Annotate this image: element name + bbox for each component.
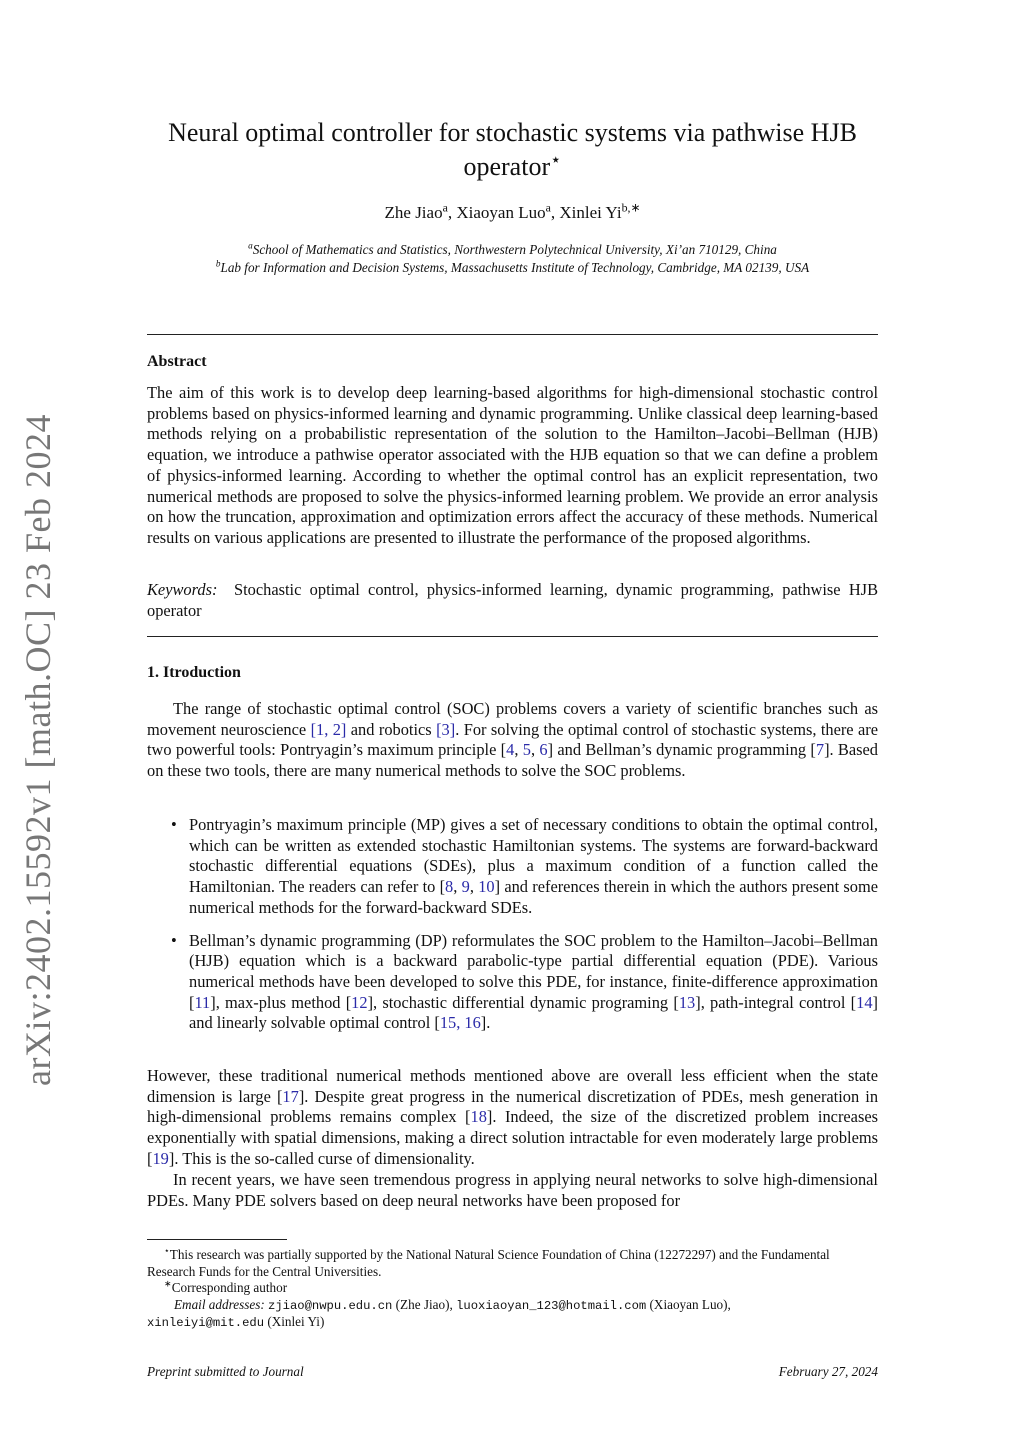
abstract-heading: Abstract: [147, 353, 207, 370]
footnote-rule: [147, 1239, 287, 1240]
author-list: Zhe Jiao$^a$, Xiaoyan Luo$^a$, Xinlei $Yi^{b,∗}$: [384, 200, 641, 222]
text-run: The range of stochastic optimal control (SOC) problems covers a variety of scientific branches such as movement neuroscience: [147, 699, 878, 739]
text-run: ]. Indeed, the size of the discretized problem increases exponentially with spatial dimensions, making a direct solution intractable for even moderately large problems [: [147, 1107, 878, 1168]
text-run: ,: [453, 877, 462, 897]
affiliation-text: School of Mathematics and Statistics, Northwestern Polytechnical University, Xi’an 710129, China: [252, 242, 777, 257]
text-run: ,: [514, 740, 523, 760]
email-owner: (Xiaoyan Luo),: [649, 1296, 731, 1312]
text-run: ]. Despite great progress in the numerical discretization of PDEs, mesh generation in high-dimensional problems remains complex [: [147, 1086, 879, 1127]
author-affil-mark: b,∗: [621, 200, 641, 215]
text-run: ]. This is the so-called curse of dimensionality.: [168, 1148, 475, 1168]
keywords-text: Stochastic optimal control, physics-informed learning, dynamic programming, pathwise HJB operator: [147, 580, 878, 620]
author-affil-mark: a: [545, 200, 551, 215]
intro-paragraph-3: In recent years, we have seen tremendous progress in applying neural networks to solve high-dimensional PDEs. Many PDE solvers based on deep neural networks have been proposed for: [147, 1170, 878, 1210]
funding-footnote: [147, 1247, 878, 1280]
author-name: Zhe Jiao: [384, 203, 443, 222]
citation-link[interactable]: 8: [445, 877, 454, 897]
email-link[interactable]: luoxiaoyan_123@hotmail.com: [456, 1298, 647, 1313]
text-run: ]. Based on these two tools, there are many numerical methods to solve the SOC problems.: [147, 740, 878, 781]
list-item: [147, 815, 878, 919]
citation-link[interactable]: 14: [856, 992, 873, 1012]
author-name: Xiaoyan Luo: [456, 203, 546, 222]
citation-link[interactable]: 19: [152, 1148, 169, 1168]
citation-link[interactable]: [1, 2]: [310, 719, 347, 739]
footnotes: [147, 1247, 878, 1332]
email-label: Email addresses:: [174, 1296, 265, 1312]
bullet-dot-icon: •: [171, 930, 177, 950]
text-run: ] and linearly solvable optimal control [: [189, 992, 878, 1033]
citation-link[interactable]: 9: [461, 877, 470, 897]
abstract-top-rule: [147, 334, 878, 335]
arxiv-identifier-text: arXiv:2402.15592v1 [math.OC] 23 Feb 2024: [18, 414, 58, 1086]
keywords: [147, 580, 878, 621]
citation-link[interactable]: 4: [506, 740, 515, 760]
citation-link[interactable]: 13: [678, 992, 696, 1012]
text-run: ] and Bellman’s dynamic programming [: [547, 740, 816, 760]
email-owner: (Zhe Jiao),: [395, 1296, 453, 1312]
abstract-bottom-rule: [147, 636, 878, 637]
text-run: ], stochastic differential dynamic programing [: [367, 992, 679, 1012]
email-link[interactable]: xinleiyi@mit.edu: [147, 1316, 265, 1330]
affiliations: [147, 241, 878, 277]
corresponding-text: Corresponding author: [171, 1280, 288, 1295]
methods-bullet-list: [147, 815, 878, 1046]
text-run: ].: [480, 1013, 491, 1033]
section-heading: 1. Itroduction: [147, 664, 241, 681]
bullet-dot-icon: •: [171, 815, 177, 834]
footer-date: February 27, 2024: [778, 1364, 878, 1379]
citation-link[interactable]: 12: [351, 992, 368, 1012]
footnote-mark: ∗: [164, 1278, 172, 1289]
intro-paragraph-2: [147, 1066, 878, 1170]
text-run: However, these traditional numerical methods mentioned above are overall less efficient when the state dimension is large [: [147, 1066, 878, 1106]
author-affil-mark: a: [442, 200, 448, 215]
affiliation-text: Lab for Information and Decision Systems, Massachusetts Institute of Technology, Cambridge, MA 02139, USA: [220, 260, 810, 275]
text-run: ], path-integral control [: [695, 992, 857, 1012]
citation-link[interactable]: 5: [522, 740, 531, 760]
text-run: ], max-plus method [: [210, 992, 352, 1012]
citation-link[interactable]: 15, 16: [439, 1013, 481, 1033]
text-run: . For solving the optimal control of stochastic systems, there are two powerful tools: Pontryagin’s maximum principle [: [147, 719, 878, 760]
citation-link[interactable]: 7: [815, 740, 825, 760]
text-run: Bellman’s dynamic programming (DP) reformulates the SOC problem to the Hamilton–Jacobi–Bellman (HJB) equation which is a backward parabolic-type partial differential equation (PDE). Various numerical methods have been developed to solve this PDE, for instance, finite-difference approximation [: [189, 930, 878, 1012]
email-footnote: [147, 1297, 878, 1332]
intro-paragraph-1: [147, 699, 878, 782]
keywords-label: Keywords:: [147, 580, 218, 599]
text-run: and robotics: [346, 719, 437, 739]
funding-text: This research was partially supported by the National Natural Science Foundation of China (12272297) and the Fundamental Research Funds for the Central Universities.: [147, 1247, 830, 1279]
citation-link[interactable]: 11: [194, 992, 211, 1012]
citation-link[interactable]: 17: [282, 1086, 299, 1106]
text-run: ] and references therein in which the authors present some numerical methods for the forward-backward SDEs.: [189, 877, 878, 917]
affiliation-line: [147, 241, 878, 259]
arxiv-identifier: [10, 414, 66, 1086]
affiliation-mark: a: [248, 240, 253, 251]
email-owner: (Xinlei Yi): [267, 1314, 325, 1329]
affiliation-line: [147, 259, 878, 277]
list-item: [147, 931, 878, 1035]
text-run: Pontryagin’s maximum principle (MP) gives a set of necessary conditions to obtain the optimal control, which can be written as extended stochastic Hamiltonian systems. The systems are forward-backward stochastic differential equations (SDEs), plus a maximum condition of a function called the Hamiltonian. The readers can refer to [: [189, 815, 878, 897]
text-run: ,: [469, 877, 479, 897]
affiliation-mark: b: [215, 258, 221, 269]
citation-link[interactable]: 18: [470, 1107, 487, 1127]
page-footer: [147, 1364, 878, 1380]
footnote-mark: ⋆: [164, 1245, 170, 1256]
text-run: ,: [530, 740, 540, 760]
email-link[interactable]: zjiao@nwpu.edu.cn: [268, 1298, 393, 1313]
citation-link[interactable]: [3]: [436, 719, 456, 739]
paper-title: [147, 116, 878, 184]
citation-link[interactable]: 10: [478, 877, 495, 897]
footer-journal: Preprint submitted to Journal: [147, 1364, 304, 1379]
author-name: Xinlei Yi: [559, 203, 622, 222]
corresponding-footnote: [147, 1280, 878, 1297]
citation-link[interactable]: 6: [539, 740, 548, 760]
abstract-body: The aim of this work is to develop deep learning-based algorithms for high-dimensional stochastic control problems based on physics-informed learning and dynamic programming. Unlike classical deep learning-based methods relying on a probabilistic representation of the solution to the Hamilton–Jacobi–Bellman (HJB) equation, we introduce a pathwise operator associated with the HJB equation so that we can define a problem of physics-informed learning. According to whether the optimal control has an explicit representation, two numerical methods are proposed to solve the physics-informed learning problem. We provide an error analysis on how the truncation, approximation and optimization errors affect the accuracy of these methods. Numerical results on various applications are presented to illustrate the performance of the proposed algorithms.: [147, 383, 878, 547]
paper-title-text: Neural optimal controller for stochastic systems via pathwise HJB operator: [168, 118, 857, 181]
title-footnote-mark: ⋆: [550, 149, 562, 170]
